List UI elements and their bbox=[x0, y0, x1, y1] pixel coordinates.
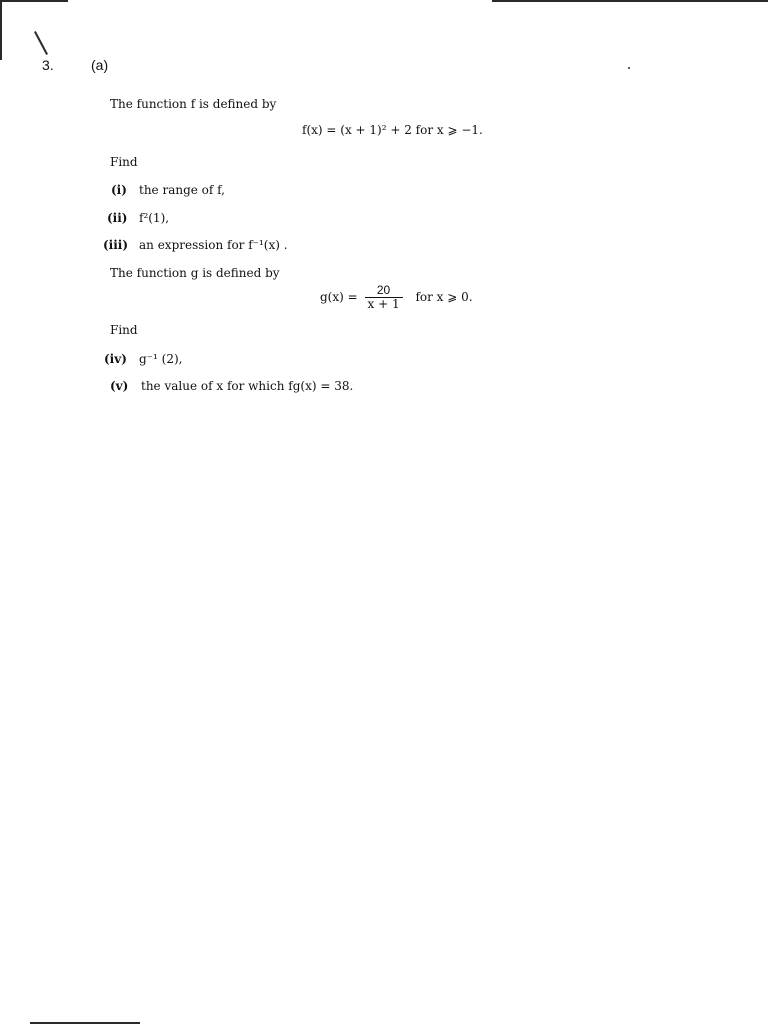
item-label-iii: (iii) bbox=[103, 238, 129, 252]
question-number: 3. bbox=[42, 57, 54, 73]
item-text-iii: an expression for f⁻¹(x) . bbox=[139, 238, 288, 252]
item-label-iv: (iv) bbox=[104, 352, 127, 366]
scan-dot bbox=[628, 67, 630, 69]
find-heading-1: Find bbox=[110, 155, 138, 169]
item-text-v: the value of x for which fg(x) = 38. bbox=[141, 379, 354, 393]
item-label-v: (v) bbox=[110, 379, 129, 393]
g-intro: The function g is defined by bbox=[110, 266, 280, 280]
f-equation: f(x) = (x + 1)² + 2 for x ⩾ −1. bbox=[302, 123, 483, 137]
find-heading-2: Find bbox=[110, 323, 138, 337]
scan-edge-left bbox=[0, 0, 2, 60]
scan-edge-top-right bbox=[492, 0, 768, 2]
g-condition: for x ⩾ 0. bbox=[415, 290, 473, 304]
g-denominator: x + 1 bbox=[367, 297, 400, 311]
item-label-ii: (ii) bbox=[107, 211, 128, 225]
question-part: (a) bbox=[91, 57, 109, 73]
g-numerator: 20 bbox=[365, 284, 403, 298]
item-text-iv: g⁻¹ (2), bbox=[139, 352, 183, 366]
scan-edge-top-left bbox=[0, 0, 68, 2]
item-text-i: the range of f, bbox=[139, 183, 225, 197]
g-fraction bbox=[365, 284, 403, 311]
scan-pen-mark bbox=[34, 31, 48, 55]
item-text-ii: f²(1), bbox=[139, 211, 170, 225]
item-label-i: (i) bbox=[111, 183, 127, 197]
f-intro: The function f is defined by bbox=[110, 97, 277, 111]
g-lhs: g(x) = bbox=[320, 290, 358, 304]
g-equation bbox=[320, 284, 473, 311]
